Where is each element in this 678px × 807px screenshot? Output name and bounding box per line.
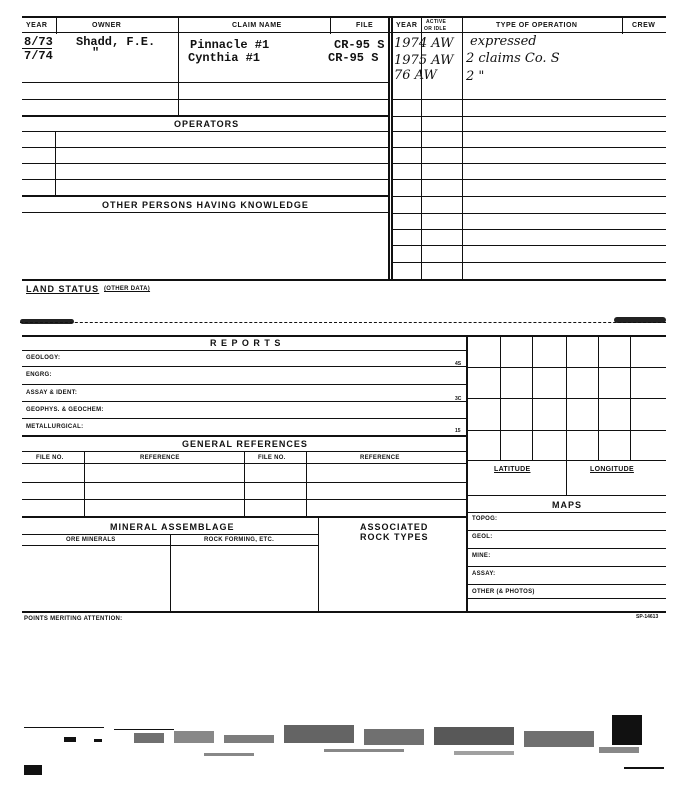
section-rule [22,195,388,197]
row-rule [20,322,666,323]
row-rule [392,213,666,214]
points-meriting-attention-label: POINTS MERITING ATTENTION: [24,616,123,622]
maps-heading: MAPS [552,500,583,510]
claim-year: 7/74 [24,49,53,63]
row-rule [392,262,666,263]
row-rule [392,147,666,148]
operation-type: 2 " [466,69,485,84]
reports-right-divider [466,335,468,613]
section-rule [22,611,666,613]
row-rule [22,366,466,367]
top-border [22,16,666,18]
divider [55,131,56,195]
operators-heading: OPERATORS [174,119,240,129]
divider [318,516,319,611]
ref-col-file-no-1: FILE NO. [36,455,64,461]
report-label-engrg: ENGRG: [26,372,52,378]
row-rule [468,584,666,585]
reports-heading: R E P O R T S [210,338,282,348]
claim-name: Cynthia #1 [188,51,261,65]
divider [622,16,623,34]
ore-minerals-col: ORE MINERALS [66,537,116,543]
row-rule [392,131,666,132]
associated-rock-types-heading-1: ASSOCIATED [360,522,429,532]
scan-noise [24,715,664,775]
row-rule [22,131,388,132]
divider [306,451,307,517]
row-rule [468,598,666,599]
col-year-header: YEAR [26,22,48,29]
claim-owner: " [92,46,100,60]
divider [462,16,463,280]
map-label-mine: MINE: [472,553,491,559]
divider [84,451,85,517]
row-rule [22,350,466,351]
row-rule [22,482,466,483]
claim-file: CR-95 S [334,38,385,52]
col-active-header-2: OR IDLE [424,26,447,32]
col-crew-header: CREW [632,22,656,29]
row-rule [22,147,388,148]
col-owner-header: OWNER [92,22,122,29]
row-rule [22,499,466,500]
center-divider [391,16,393,280]
row-rule [22,99,388,100]
report-num: 15 [455,428,461,434]
row-rule [22,179,388,180]
claim-file: CR-95 S [328,51,379,65]
mineral-assemblage-heading: MINERAL ASSEMBLAGE [110,522,235,532]
other-persons-heading: OTHER PERSONS HAVING KNOWLEDGE [102,200,309,210]
section-rule [22,516,466,518]
claim-name: Pinnacle #1 [190,38,270,52]
report-label-assay: ASSAY & IDENT: [26,390,78,396]
operation-type: 2 claims Co. S [466,51,560,66]
header-bottom-rule [22,32,666,33]
general-references-heading: GENERAL REFERENCES [182,439,308,449]
row-rule [22,545,318,546]
row-rule [392,196,666,197]
col-claim-name-header: CLAIM NAME [232,22,282,29]
report-num: 3C [455,396,462,402]
divider [330,16,331,34]
row-rule [22,82,388,83]
map-label-other: OTHER (& PHOTOS) [472,589,535,595]
row-rule [468,566,666,567]
longitude-label: LONGITUDE [590,466,634,473]
claim-owner: Shadd, F.E. [76,35,156,49]
section-rule [22,279,666,281]
grid-line [468,430,666,431]
latitude-label: LATITUDE [494,466,531,473]
row-rule [22,384,466,385]
report-num: 4S [455,361,462,367]
col-type-of-operation-header: TYPE OF OPERATION [496,22,578,29]
row-rule [392,245,666,246]
operation-type: expressed [470,34,537,49]
underline [22,48,52,49]
row-rule [468,548,666,549]
claim-year: 8/73 [24,35,53,49]
row-rule [392,229,666,230]
ref-col-file-no-2: FILE NO. [258,455,286,461]
map-label-assay: ASSAY: [472,571,496,577]
land-status-subheading: (OTHER DATA) [104,286,151,292]
ref-col-reference-2: REFERENCE [360,455,400,461]
col-file-header: FILE [356,22,374,29]
operation-year: 1974 AW [394,36,454,51]
section-rule [22,435,466,437]
center-divider [388,16,390,280]
operation-year: 76 AW [394,68,437,83]
row-rule [22,418,466,419]
row-rule [468,512,666,513]
map-label-geol: GEOL: [472,534,493,540]
rock-forming-col: ROCK FORMING, ETC. [204,537,275,543]
grid-line [468,495,666,496]
grid-line [468,398,666,399]
col-active-header-1: ACTIVE [426,19,447,25]
report-label-metallurgical: METALLURGICAL: [26,424,84,430]
associated-rock-types-heading-2: ROCK TYPES [360,532,429,542]
divider [244,451,245,517]
map-label-topog: TOPOG: [472,516,498,522]
divider [178,16,179,116]
row-rule [22,163,388,164]
row-rule [392,116,666,117]
form-number: SP-14613 [636,614,659,620]
row-rule [392,163,666,164]
row-rule [392,179,666,180]
grid-line [468,367,666,368]
row-rule [22,212,388,213]
col-year2-header: YEAR [396,22,418,29]
report-label-geophys: GEOPHYS. & GEOCHEM: [26,407,104,413]
report-label-geology: GEOLOGY: [26,355,61,361]
operation-year: 1975 AW [394,53,454,68]
grid-line [468,460,666,461]
row-rule [22,401,466,402]
ref-col-reference-1: REFERENCE [140,455,180,461]
row-rule [468,530,666,531]
section-rule [22,115,388,117]
row-rule [392,99,666,100]
land-status-heading: LAND STATUS [26,284,100,294]
divider [56,16,57,34]
section-rule [22,335,666,337]
grid-line [566,336,567,496]
